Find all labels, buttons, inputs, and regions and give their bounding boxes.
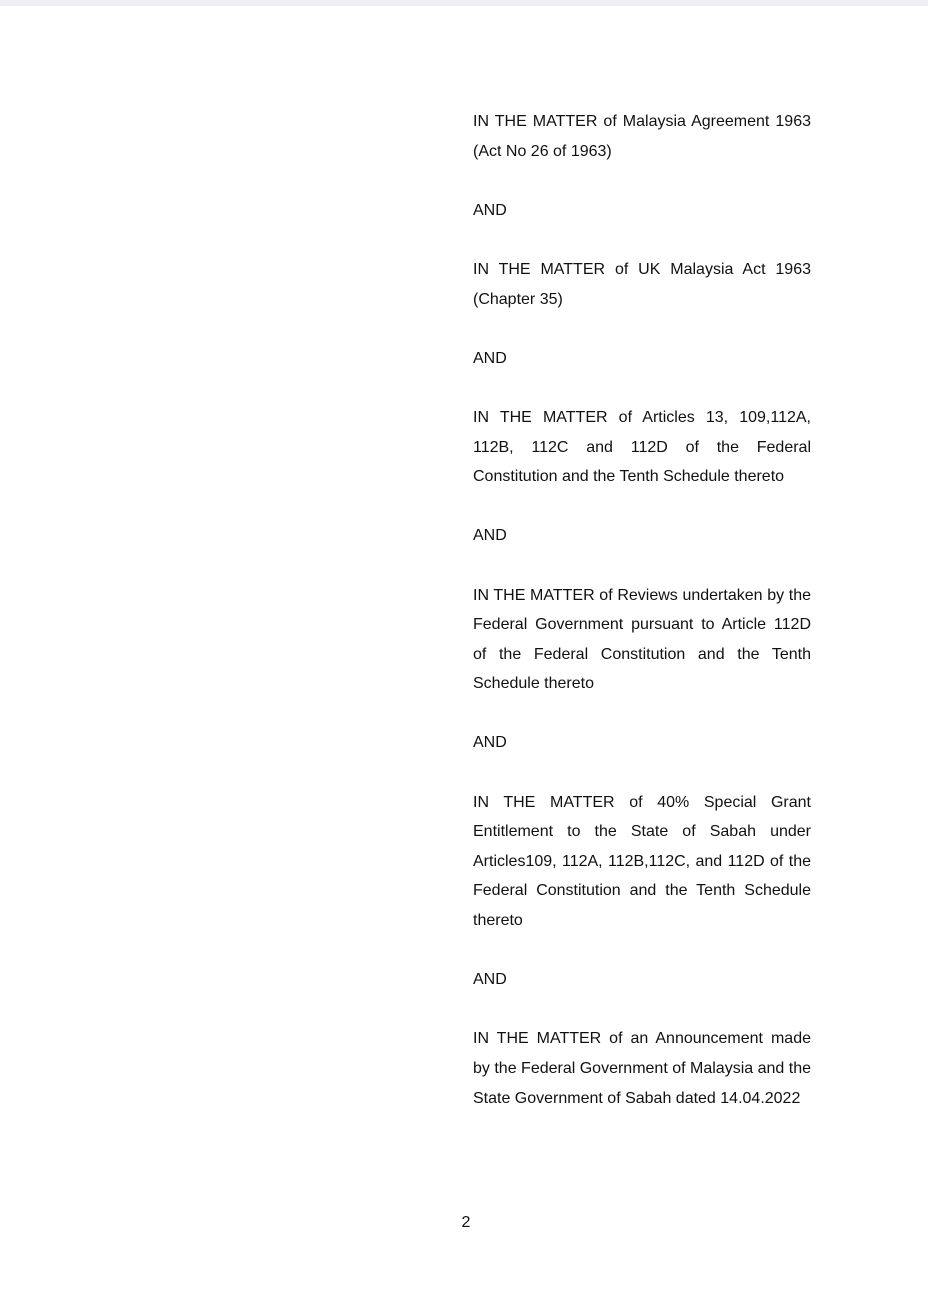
- and-separator-1: AND: [473, 201, 507, 219]
- matter-paragraph-5: IN THE MATTER of 40% Special Grant Entitlement to the State of Sabah under Articles109, 112A, 112B,112C, and 112D of the Federal Constitution and the Tenth Schedule thereto: [473, 793, 811, 930]
- and-separator-2: AND: [473, 349, 507, 367]
- and-separator-4: AND: [473, 734, 507, 752]
- matter-paragraph-1: IN THE MATTER of Malaysia Agreement 1963 (Act No 26 of 1963): [473, 113, 811, 160]
- and-separator-3: AND: [473, 527, 507, 545]
- page-number: 2: [461, 1214, 471, 1231]
- matter-paragraph-6: IN THE MATTER of an Announcement made by the Federal Government of Malaysia and the State Government of Sabah dated 14.04.2022: [473, 1030, 811, 1107]
- matter-paragraph-2: IN THE MATTER of UK Malaysia Act 1963 (Chapter 35): [473, 260, 811, 308]
- and-separator-5: AND: [473, 971, 507, 989]
- document-page: [0, 6, 928, 1297]
- matter-paragraph-3: IN THE MATTER of Articles 13, 109,112A, 112B, 112C and 112D of the Federal Constitution and the Tenth Schedule thereto: [473, 408, 811, 486]
- matter-paragraph-4: IN THE MATTER of Reviews undertaken by the Federal Government pursuant to Article 112D of the Federal Constitution and the Tenth Schedule thereto: [473, 586, 811, 693]
- matters-column: [473, 107, 811, 1143]
